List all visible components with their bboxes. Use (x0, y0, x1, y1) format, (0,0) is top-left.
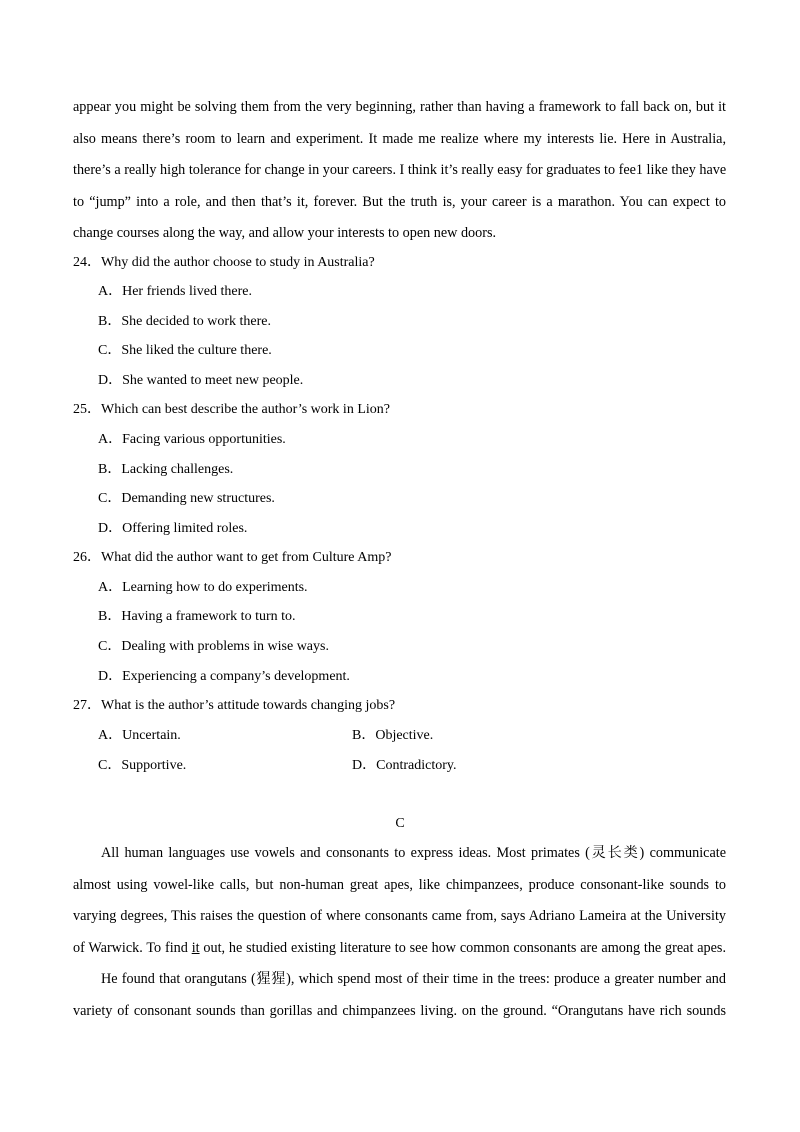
passage-line: varying degrees, This raises the question of where consonants came from, says Adriano Lameira at the University (73, 908, 726, 924)
passage-line: change courses along the way, and allow your interests to open new doors. (73, 225, 497, 241)
question-24-option-d: D．She wanted to meet new people. (98, 373, 304, 388)
question-25-option-d: D．Offering limited roles. (98, 521, 248, 536)
passage-line: almost using vowel-like calls, but non-human great apes, like chimpanzees, produce consonant-like sounds to (73, 876, 726, 893)
passage-line: variety of consonant sounds than gorillas and chimpanzees living. on the ground. “Orangutans have rich sounds (73, 1002, 726, 1019)
passage-line (73, 933, 726, 965)
question-26-option-a: A．Learning how to do experiments. (98, 580, 308, 595)
question-25-stem: 25．Which can best describe the author’s work in Lion? (73, 402, 390, 417)
passage-text: out, he studied existing literature to see how common consonants are among the great apes. (199, 939, 726, 956)
question-26-option-c: C．Dealing with problems in wise ways. (98, 639, 329, 654)
underlined-word: it (191, 939, 200, 956)
section-c-paragraph-1 (73, 838, 726, 964)
question-27-option-a: A．Uncertain. (98, 728, 181, 743)
question-24-option-c: C．She liked the culture there. (98, 343, 272, 358)
question-25-option-b: B．Lacking challenges. (98, 462, 234, 477)
question-27-option-b: B．Objective. (352, 728, 434, 743)
question-24-stem: 24．Why did the author choose to study in Australia? (73, 255, 375, 270)
passage-line: appear you might be solving them from the very beginning, rather than having a framework to fall back on, but it (73, 99, 726, 115)
question-24-option-b: B．She decided to work there. (98, 314, 272, 329)
passage-line: there’s a really high tolerance for change in your careers. I think it’s really easy for graduates to fee1 like they have (73, 162, 727, 178)
section-c-heading: C (395, 816, 405, 831)
question-26-option-d: D．Experiencing a company’s development. (98, 669, 350, 684)
passage-line: All human languages use vowels and consonants to express ideas. Most primates (灵长类) communicate (101, 845, 726, 861)
passage-text: of Warwick. To find (73, 939, 192, 956)
question-24-option-a: A．Her friends lived there. (98, 284, 252, 299)
passage-b-ending (73, 92, 726, 250)
section-c-paragraph-2 (73, 964, 726, 1027)
question-26-option-b: B．Having a framework to turn to. (98, 609, 296, 624)
question-27-stem: 27．What is the author’s attitude towards changing jobs? (73, 698, 396, 713)
passage-line: He found that orangutans (猩猩), which spend most of their time in the trees: produce a greater number and (101, 971, 726, 987)
passage-line: to “jump” into a role, and then that’s it, forever. But the truth is, your career is a marathon. You can expect to (73, 193, 726, 210)
question-27-option-c: C．Supportive. (98, 758, 187, 773)
passage-line: also means there’s room to learn and experiment. It made me realize where my interests lie. Here in Australia, (73, 130, 726, 147)
question-25-option-a: A．Facing various opportunities. (98, 432, 286, 447)
question-27-option-d: D．Contradictory. (352, 758, 457, 773)
question-26-stem: 26．What did the author want to get from Culture Amp? (73, 550, 392, 565)
question-25-option-c: C．Demanding new structures. (98, 491, 275, 506)
